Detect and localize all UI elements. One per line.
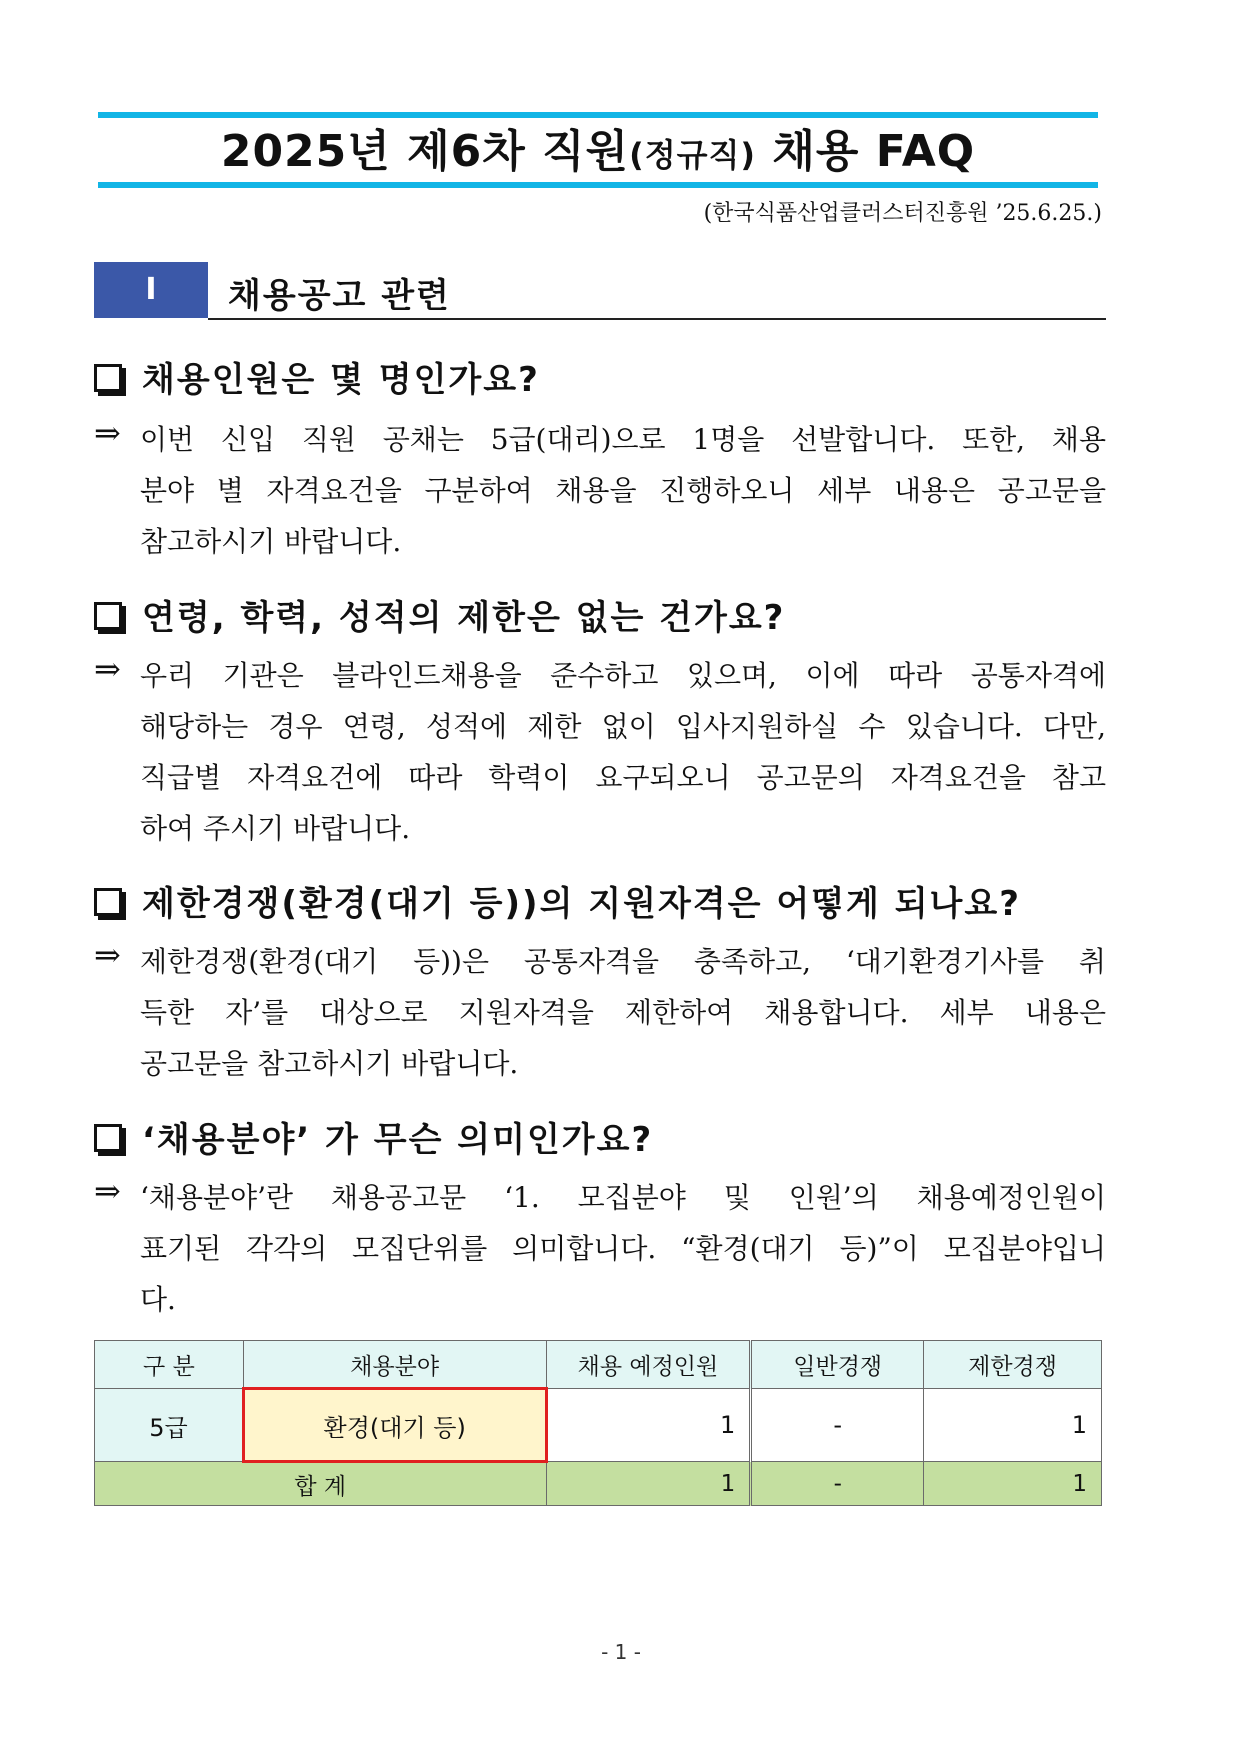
answer-line: 하여 주시기 바랍니다. <box>140 812 411 845</box>
title-part-1: 2025년 제6차 직원 <box>220 126 630 177</box>
header-cell: 채용분야 <box>243 1341 546 1389</box>
total-label: 합 계 <box>95 1462 547 1506</box>
answer-line: 분야 별 자격요건을 구분하여 채용을 진행하오니 세부 내용은 공고문을 <box>140 474 1106 507</box>
answer-line: 우리 기관은 블라인드채용을 준수하고 있으며, 이에 따라 공통자격에 <box>140 659 1106 692</box>
answer-line: ‘채용분야’란 채용공고문 ‘1. 모집분야 및 인원’의 채용예정인원이 <box>140 1181 1106 1214</box>
title-top-rule <box>98 112 1098 118</box>
answer-line: 이번 신입 직원 공채는 5급(대리)으로 1명을 선발합니다. 또한, 채용 <box>140 423 1106 456</box>
section-number: Ⅰ <box>94 262 208 318</box>
section-header <box>94 262 1106 320</box>
answer-line: 득한 자’를 대상으로 지원자격을 제한하여 채용합니다. 세부 내용은 <box>140 996 1106 1029</box>
question-text: 연령, 학력, 성적의 제한은 없는 건가요? <box>142 598 786 638</box>
header-cell: 구 분 <box>95 1341 244 1389</box>
section-underline <box>208 318 1106 320</box>
answer-line: 해당하는 경우 연령, 성적에 제한 없이 입사지원하실 수 있습니다. 다만, <box>140 710 1106 743</box>
page-title <box>98 122 1098 182</box>
faq-question-3 <box>94 876 1021 925</box>
header-cell: 일반경쟁 <box>751 1341 924 1389</box>
faq-answer-1 <box>94 414 1106 567</box>
answer-line: 제한경쟁(환경(대기 등))은 공통자격을 충족하고, ‘대기환경기사를 취 <box>140 945 1106 978</box>
total-planned: 1 <box>546 1462 751 1506</box>
faq-question-1 <box>94 352 540 401</box>
header-cell: 제한경쟁 <box>924 1341 1102 1389</box>
header-cell: 채용 예정인원 <box>546 1341 751 1389</box>
question-text: 제한경쟁(환경(대기 등))의 지원자격은 어떻게 되나요? <box>142 884 1021 924</box>
grade-cell: 5급 <box>95 1389 244 1462</box>
right-double-arrow-icon: ⇒ <box>94 650 121 688</box>
title-part-2: 채용 FAQ <box>756 126 976 177</box>
answer-line: 직급별 자격요건에 따라 학력이 요구되오니 공고문의 자격요건을 참고 <box>140 761 1106 794</box>
checkbox-bullet-icon <box>94 888 122 916</box>
table-header-row <box>95 1341 1102 1389</box>
general-cell: - <box>751 1389 924 1462</box>
recruitment-table <box>94 1340 1102 1506</box>
question-text: 채용인원은 몇 명인가요? <box>142 360 540 400</box>
page-number: - 1 - <box>601 1640 641 1664</box>
answer-line: 참고하시기 바랍니다. <box>140 525 402 558</box>
org-date: (한국식품산업클러스터진흥원 ’25.6.25.) <box>703 201 1102 226</box>
faq-answer-4 <box>94 1172 1106 1325</box>
right-double-arrow-icon: ⇒ <box>94 414 121 452</box>
total-restricted: 1 <box>924 1462 1102 1506</box>
right-double-arrow-icon: ⇒ <box>94 936 121 974</box>
field-cell-highlighted: 환경(대기 등) <box>243 1389 546 1462</box>
question-text: ‘채용분야’ 가 무슨 의미인가요? <box>142 1120 654 1160</box>
checkbox-bullet-icon <box>94 1124 122 1152</box>
answer-line: 공고문을 참고하시기 바랍니다. <box>140 1047 519 1080</box>
title-paren: (정규직) <box>629 136 757 174</box>
section-title: 채용공고 관련 <box>228 276 451 316</box>
faq-question-4 <box>94 1112 653 1161</box>
table-total-row <box>95 1462 1102 1506</box>
checkbox-bullet-icon <box>94 364 122 392</box>
table-row <box>95 1389 1102 1462</box>
faq-answer-2 <box>94 650 1106 854</box>
restricted-cell: 1 <box>924 1389 1102 1462</box>
checkbox-bullet-icon <box>94 602 122 630</box>
faq-question-2 <box>94 590 785 639</box>
total-general: - <box>751 1462 924 1506</box>
answer-line: 표기된 각각의 모집단위를 의미합니다. “환경(대기 등)”이 모집분야입니 <box>140 1232 1106 1265</box>
planned-cell: 1 <box>546 1389 751 1462</box>
answer-line: 다. <box>140 1283 176 1316</box>
faq-answer-3 <box>94 936 1106 1089</box>
title-bottom-rule <box>98 182 1098 188</box>
right-double-arrow-icon: ⇒ <box>94 1172 121 1210</box>
